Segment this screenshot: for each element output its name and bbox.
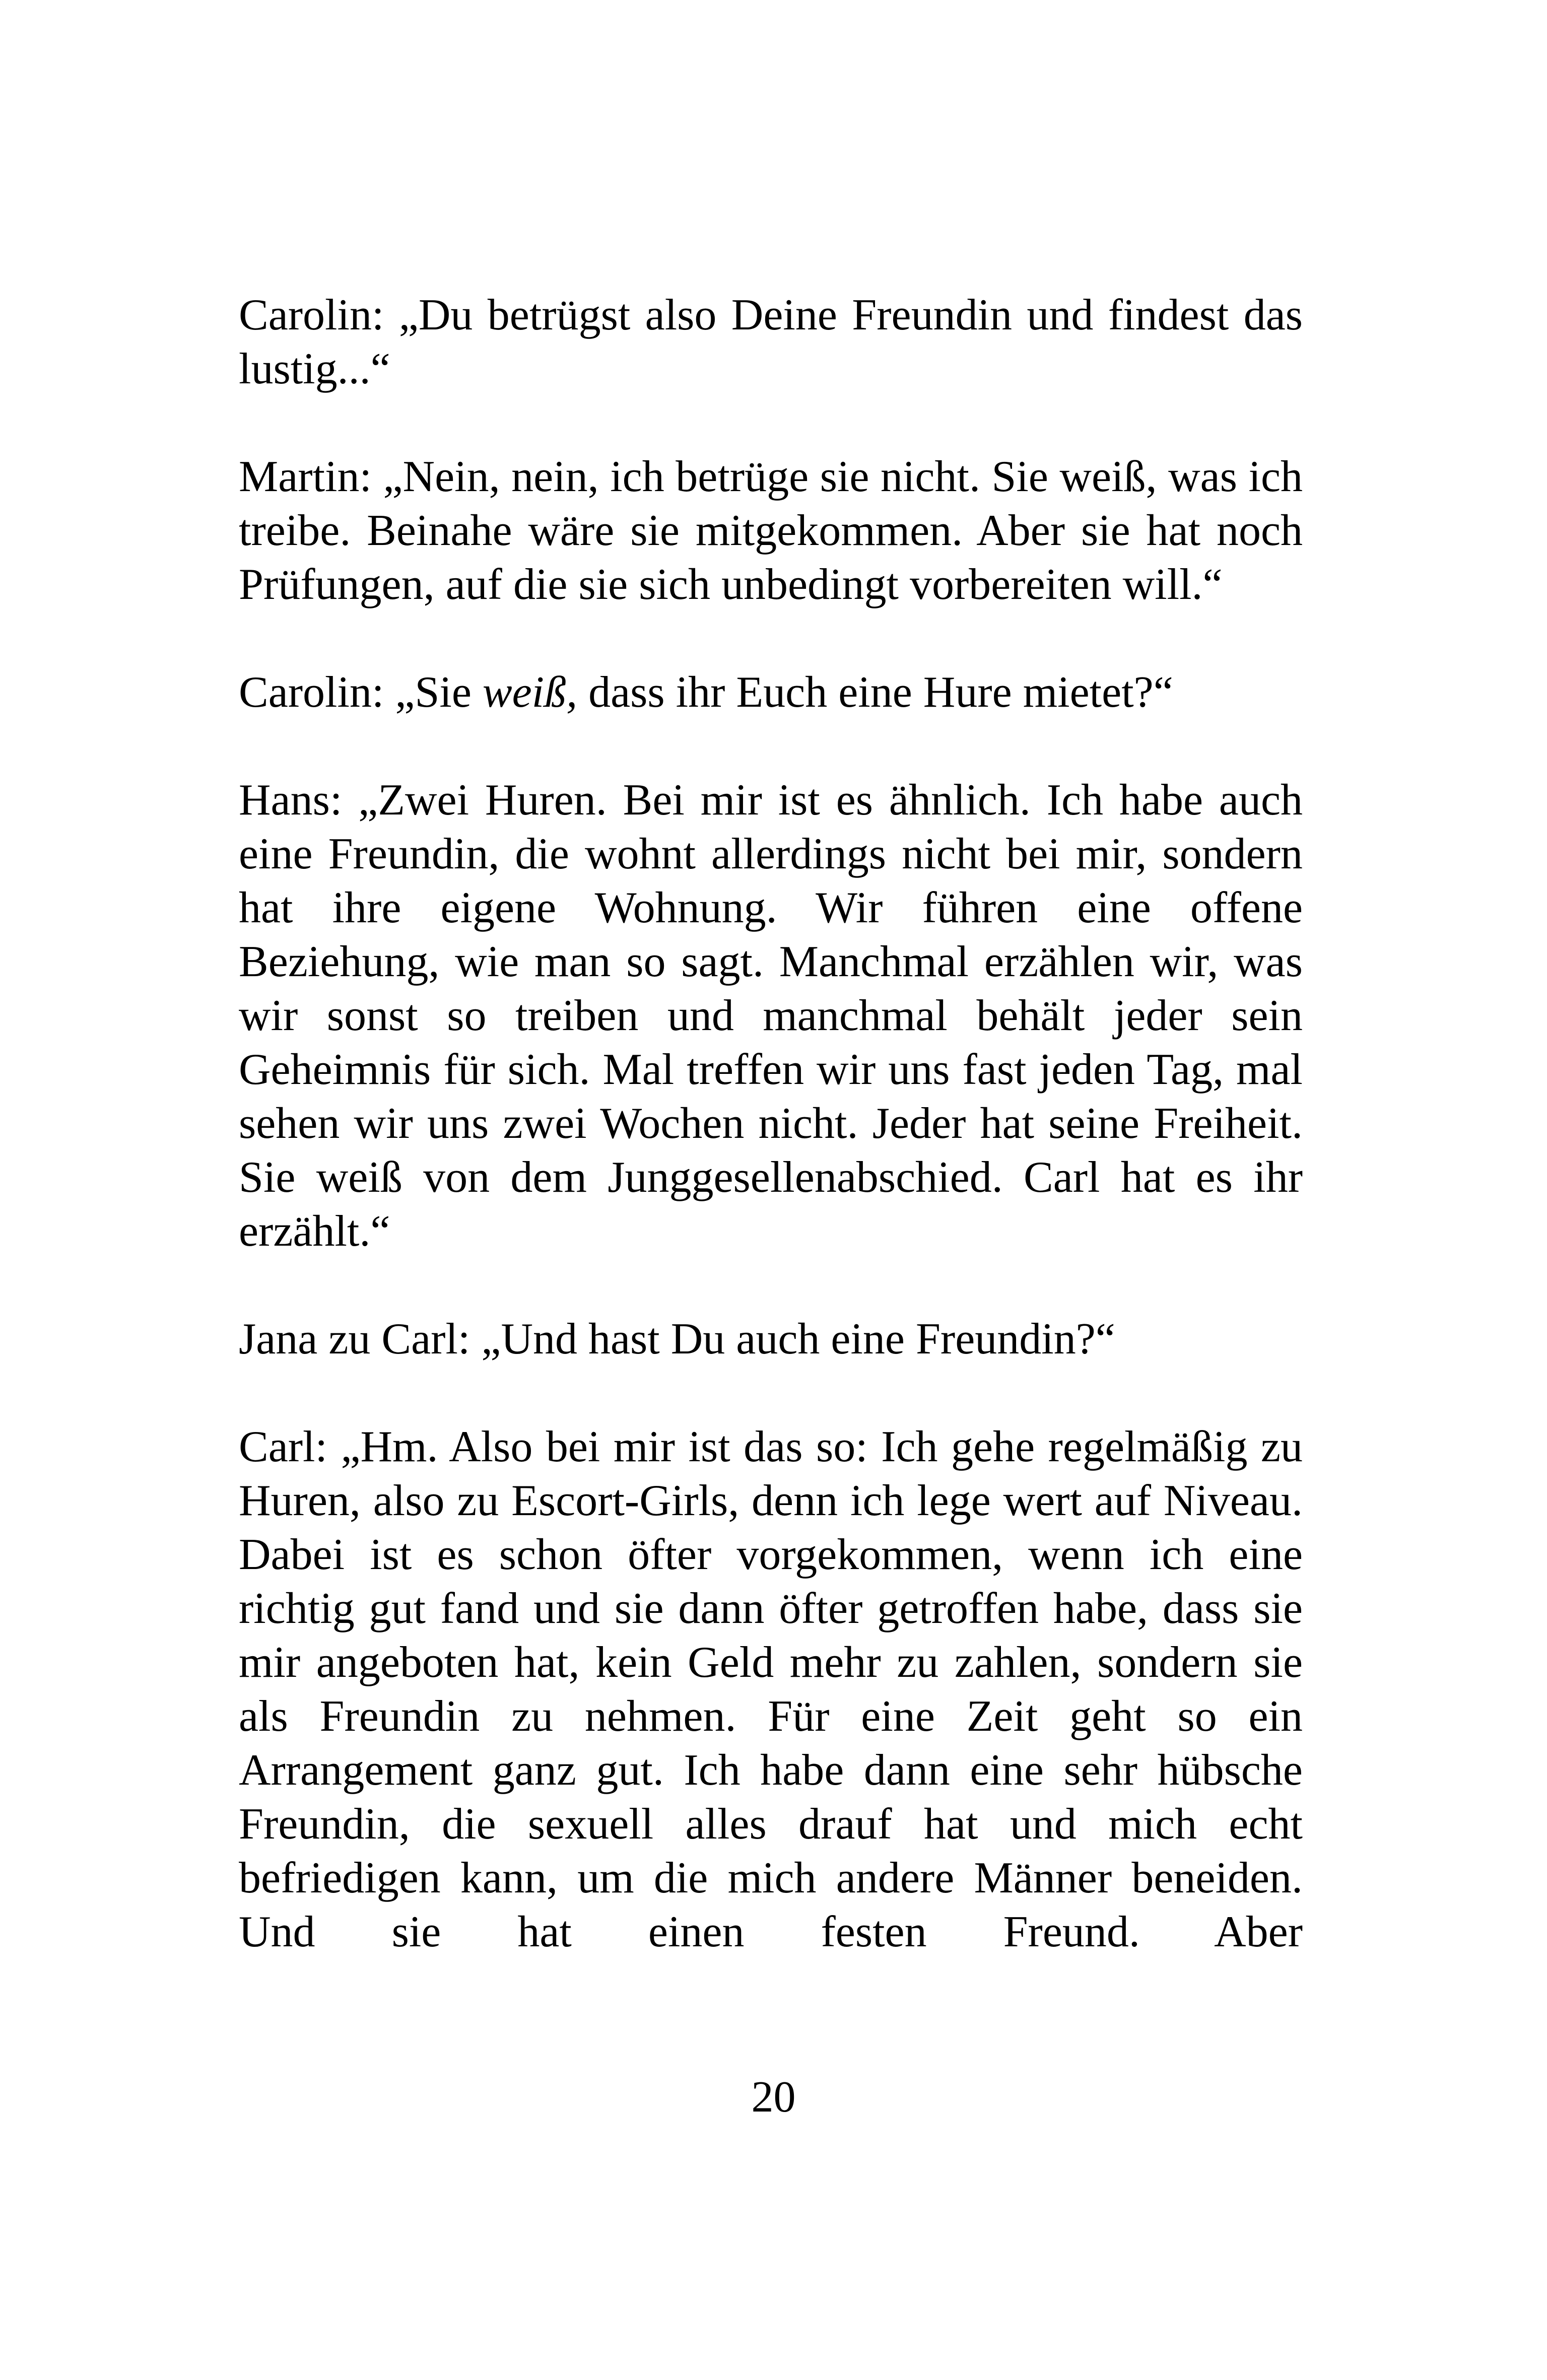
emphasized-word: weiß,	[482, 668, 578, 717]
paragraph-carolin-1: Carolin: „Du betrügst also Deine Freundin und findest das lustig...“	[239, 291, 1303, 393]
paragraph-martin: Martin: „Nein, nein, ich betrüge sie nicht. Sie weiß, was ich treibe. Beinahe wäre sie mitgekommen. Aber sie hat noch Prüfungen, auf die sie sich unbedingt vorbereiten will.“	[239, 452, 1303, 609]
paragraph-hans: Hans: „Zwei Huren. Bei mir ist es ähnlich. Ich habe auch eine Freundin, die wohnt allerdings nicht bei mir, sondern hat ihre eigene Wohnung. Wir führen eine offene Beziehung, wie man so sagt. Manchmal erzählen wir, was wir sonst so treiben und manchmal behält jeder sein Geheimnis für sich. Mal treffen wir uns fast jeden Tag, mal sehen wir uns zwei Wochen nicht. Jeder hat seine Freiheit. Sie weiß von dem Junggesellenabschied. Carl hat es ihr erzählt.“	[239, 776, 1303, 1256]
page-body	[239, 288, 1303, 1959]
paragraph-jana: Jana zu Carl: „Und hast Du auch eine Freundin?“	[239, 1315, 1115, 1364]
paragraph-carl: Carl: „Hm. Also bei mir ist das so: Ich gehe regelmäßig zu Huren, also zu Escort-Girls, denn ich lege wert auf Niveau. Dabei ist es schon öfter vorgekommen, wenn ich eine richtig gut fand und sie dann öfter getroffen habe, dass sie mir angeboten hat, kein Geld mehr zu zahlen, sondern sie als Freundin zu nehmen. Für eine Zeit geht so ein Arrangement ganz gut. Ich habe dann eine sehr hübsche Freundin, die sexuell alles drauf hat und mich echt befriedigen kann, um die mich andere Männer beneiden. Und sie hat einen festen Freund. Aber	[239, 1422, 1303, 1956]
paragraph-carolin-2	[239, 665, 1303, 719]
page-number: 20	[751, 2073, 796, 2122]
paragraph-carolin-2-end: dass ihr Euch eine Hure mietet?“	[577, 668, 1173, 717]
paragraph-carolin-2-start: Carolin: „Sie	[239, 668, 483, 717]
